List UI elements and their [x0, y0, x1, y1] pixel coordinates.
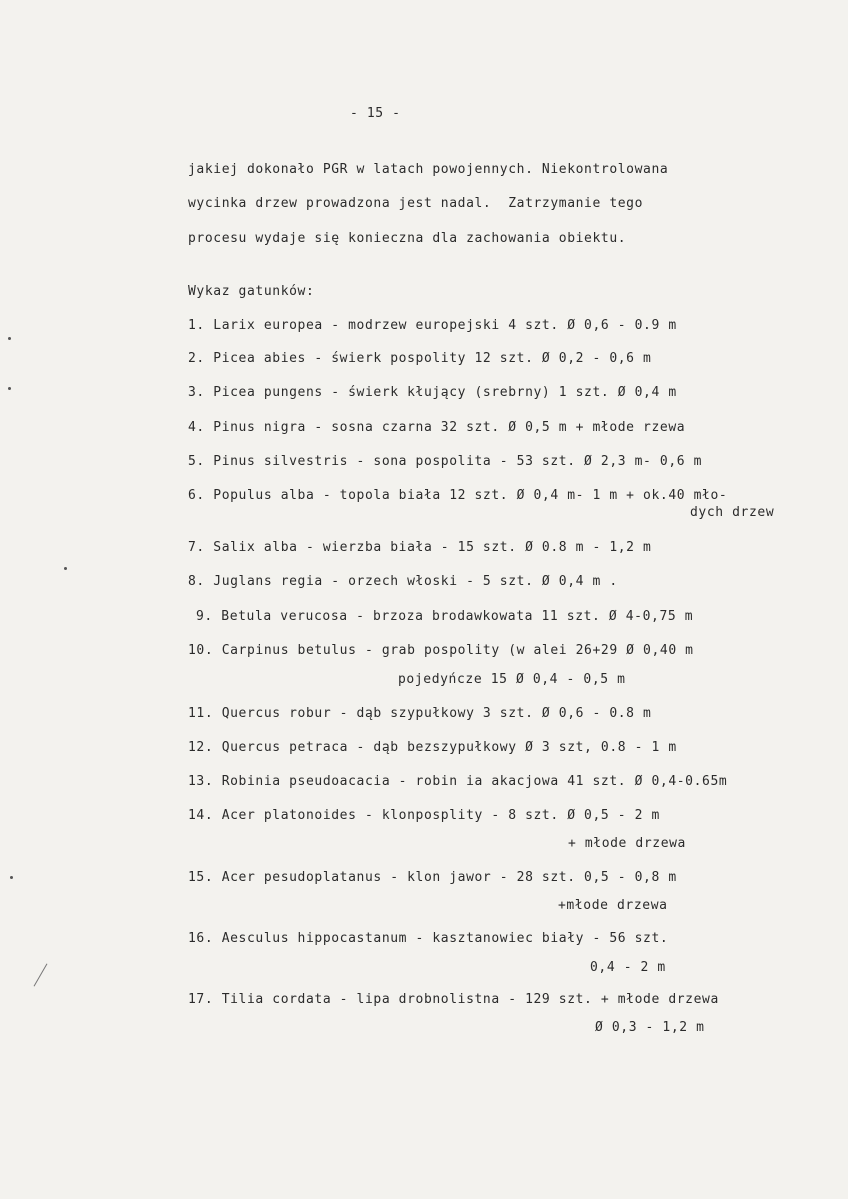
- species-item-17: 17. Tilia cordata - lipa drobnolistna - 129 szt. + młode drzewa: [188, 992, 719, 1007]
- species-item-3: 3. Picea pungens - świerk kłujący (srebrny) 1 szt. Ø 0,4 m: [188, 385, 677, 400]
- species-item-9: 9. Betula verucosa - brzoza brodawkowata 11 szt. Ø 4-0,75 m: [196, 609, 694, 624]
- species-item-6-continuation: dych drzew: [690, 505, 775, 520]
- intro-line-1: jakiej dokonało PGR w latach powojennych. Niekontrolowana: [188, 162, 669, 177]
- intro-line-3: procesu wydaje się konieczna dla zachowania obiektu.: [188, 231, 627, 246]
- margin-speck: [10, 876, 13, 879]
- species-item-2: 2. Picea abies - świerk pospolity 12 szt. Ø 0,2 - 0,6 m: [188, 351, 652, 366]
- intro-line-2: wycinka drzew prowadzona jest nadal. Zatrzymanie tego: [188, 196, 644, 211]
- page-number: - 15 -: [350, 106, 401, 121]
- species-item-16-continuation: 0,4 - 2 m: [590, 960, 666, 975]
- margin-speck: [64, 567, 67, 570]
- species-item-6: 6. Populus alba - topola biała 12 szt. Ø 0,4 m- 1 m + ok.40 mło-: [188, 488, 728, 503]
- species-item-17-continuation: Ø 0,3 - 1,2 m: [595, 1020, 705, 1035]
- list-heading: Wykaz gatunków:: [188, 284, 315, 299]
- species-item-5: 5. Pinus silvestris - sona pospolita - 53 szt. Ø 2,3 m- 0,6 m: [188, 454, 703, 469]
- species-item-10-continuation: pojedyńcze 15 Ø 0,4 - 0,5 m: [398, 672, 626, 687]
- species-item-11: 11. Quercus robur - dąb szypułkowy 3 szt. Ø 0,6 - 0.8 m: [188, 706, 652, 721]
- margin-pencil-mark: [34, 963, 48, 986]
- species-item-1: 1. Larix europea - modrzew europejski 4 szt. Ø 0,6 - 0.9 m: [188, 318, 677, 333]
- species-item-13: 13. Robinia pseudoacacia - robin ia akacjowa 41 szt. Ø 0,4-0.65m: [188, 774, 728, 789]
- species-item-4: 4. Pinus nigra - sosna czarna 32 szt. Ø 0,5 m + młode rzewa: [188, 420, 686, 435]
- species-item-16: 16. Aesculus hippocastanum - kasztanowiec biały - 56 szt.: [188, 931, 669, 946]
- margin-speck: [8, 387, 11, 390]
- species-item-10: 10. Carpinus betulus - grab pospolity (w alei 26+29 Ø 0,40 m: [188, 643, 694, 658]
- species-item-14-continuation: + młode drzewa: [568, 836, 686, 851]
- species-item-15: 15. Acer pesudoplatanus - klon jawor - 28 szt. 0,5 - 0,8 m: [188, 870, 677, 885]
- species-item-8: 8. Juglans regia - orzech włoski - 5 szt. Ø 0,4 m .: [188, 574, 618, 589]
- species-item-15-continuation: +młode drzewa: [558, 898, 668, 913]
- margin-speck: [8, 337, 11, 340]
- species-item-7: 7. Salix alba - wierzba biała - 15 szt. Ø 0.8 m - 1,2 m: [188, 540, 652, 555]
- species-item-12: 12. Quercus petraca - dąb bezszypułkowy Ø 3 szt, 0.8 - 1 m: [188, 740, 677, 755]
- species-item-14: 14. Acer platonoides - klonposplity - 8 szt. Ø 0,5 - 2 m: [188, 808, 660, 823]
